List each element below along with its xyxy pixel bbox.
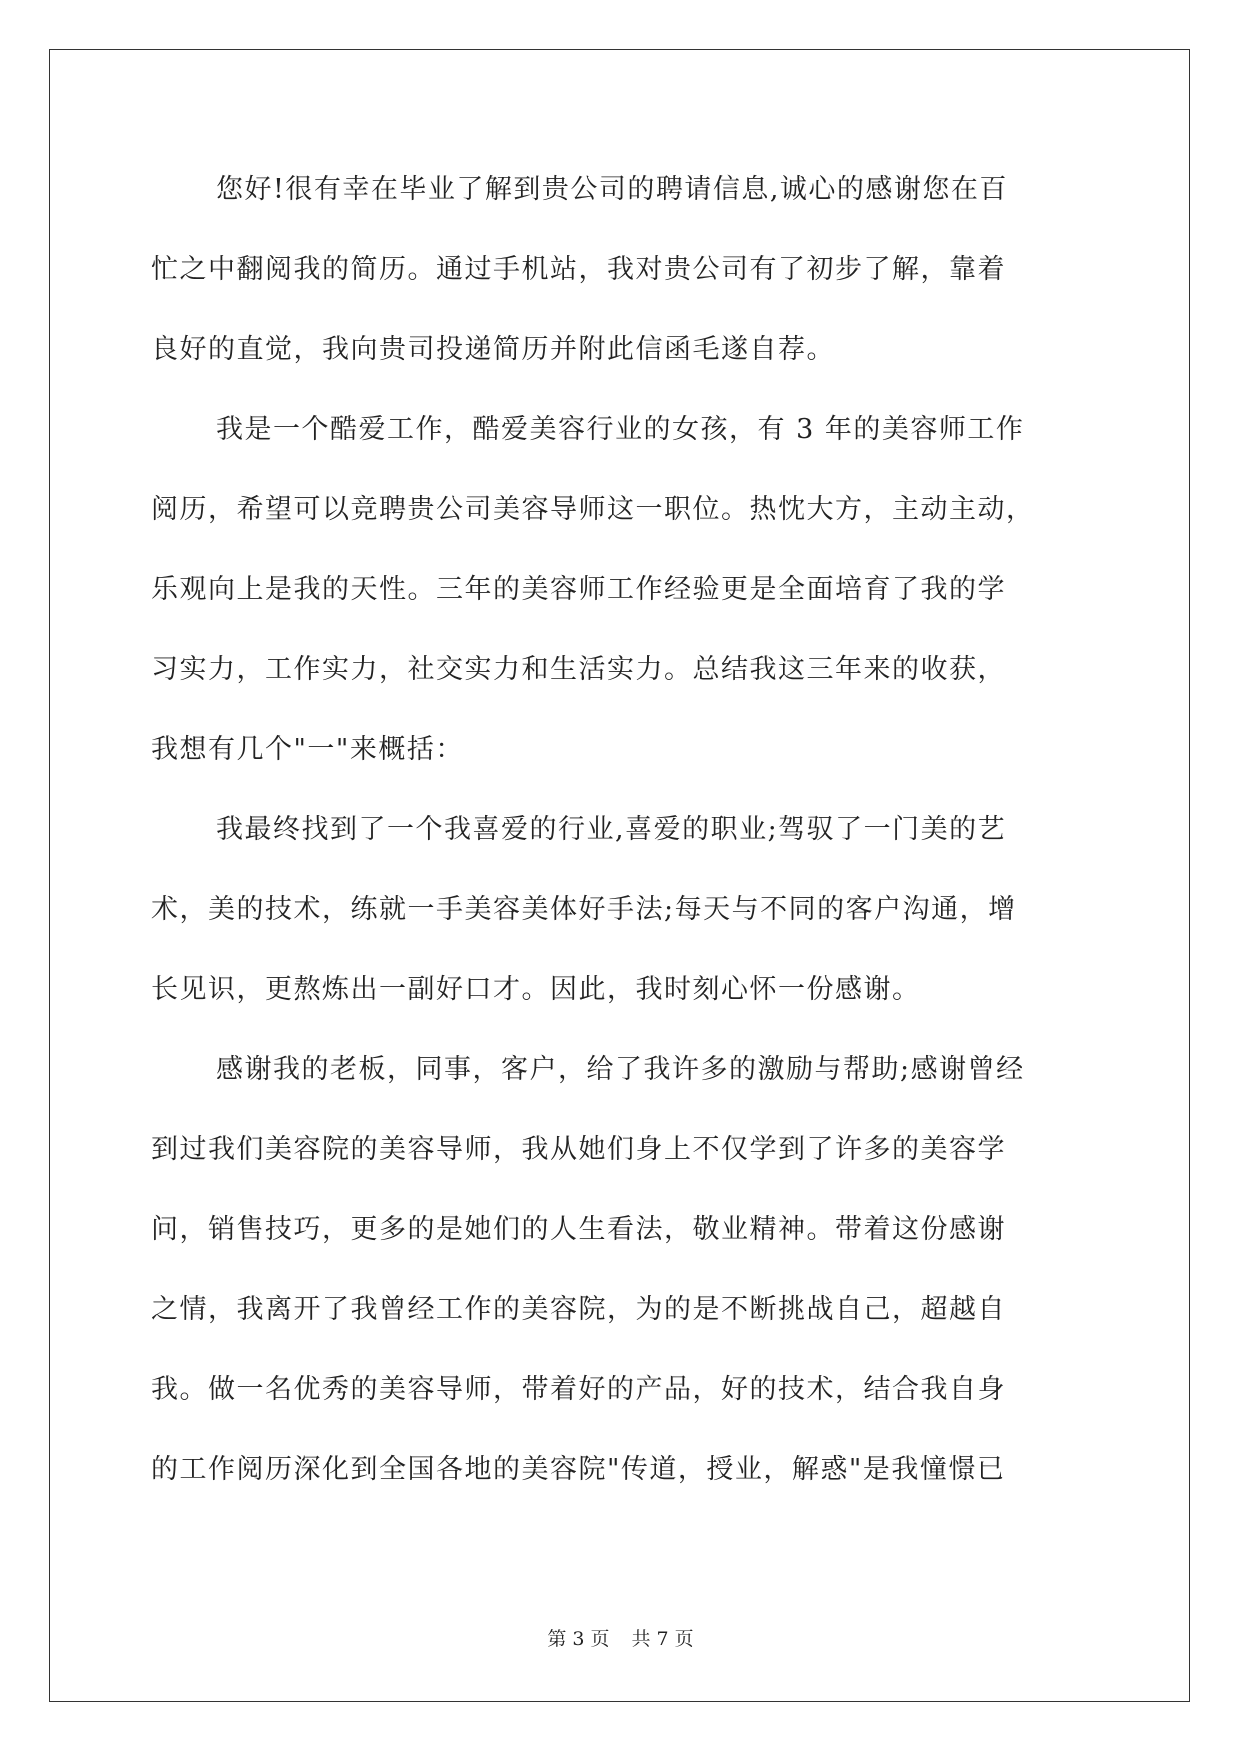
paragraph-line: 长见识，更熬炼出一副好口才。因此，我时刻心怀一份感谢。: [151, 974, 921, 1005]
paragraph-line: 我。做一名优秀的美容导师，带着好的产品，好的技术，结合我自身: [151, 1374, 1006, 1405]
paragraph-first-line: 我是一个酷爱工作，酷爱美容行业的女孩，有 3 年的美容师工作: [216, 414, 1025, 445]
paragraph-first-line: 感谢我的老板，同事，客户，给了我许多的激励与帮助;感谢曾经: [216, 1054, 1025, 1085]
paragraph-line: 忙之中翻阅我的简历。通过手机站，我对贵公司有了初步了解，靠着: [151, 254, 1006, 285]
paragraph-line: 之情，我离开了我曾经工作的美容院，为的是不断挑战自己，超越自: [151, 1294, 1006, 1325]
paragraph-first-line: 您好!很有幸在毕业了解到贵公司的聘请信息,诚心的感谢您在百: [216, 174, 1008, 205]
paragraph-line: 的工作阅历深化到全国各地的美容院"传道，授业，解惑"是我憧憬已: [151, 1454, 1006, 1485]
current-page-number: 第 3 页: [547, 1628, 610, 1650]
paragraph-first-line: 我最终找到了一个我喜爱的行业,喜爱的职业;驾驭了一门美的艺: [216, 814, 1007, 845]
paragraph-line: 到过我们美容院的美容导师，我从她们身上不仅学到了许多的美容学: [151, 1134, 1006, 1165]
paragraph-line: 阅历，希望可以竞聘贵公司美容导师这一职位。热忱大方，主动主动，: [151, 494, 1035, 525]
paragraph-line: 乐观向上是我的天性。三年的美容师工作经验更是全面培育了我的学: [151, 574, 1006, 605]
paragraph-line: 习实力，工作实力，社交实力和生活实力。总结我这三年来的收获，: [151, 654, 1006, 685]
paragraph-line: 术，美的技术，练就一手美容美体好手法;每天与不同的客户沟通，增: [151, 894, 1017, 925]
paragraph-line: 良好的直觉，我向贵司投递简历并附此信函毛遂自荐。: [151, 334, 835, 365]
paragraph-line: 问，销售技巧，更多的是她们的人生看法，敬业精神。带着这份感谢: [151, 1214, 1006, 1245]
document-body: [151, 150, 1087, 1510]
paragraph-line: 我想有几个"一"来概括：: [151, 734, 464, 765]
total-pages-count: 共 7 页: [631, 1628, 694, 1650]
page-footer: [0, 1624, 1241, 1651]
